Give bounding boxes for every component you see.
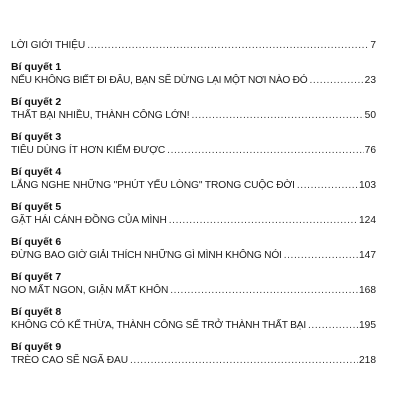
dot-leader xyxy=(130,353,358,369)
toc-title: ĐỪNG BAO GIỜ GIẢI THÍCH NHỮNG GÌ MÌNH KHÔNG NÓI xyxy=(11,250,282,261)
toc-line xyxy=(11,318,376,334)
dot-leader xyxy=(191,108,363,124)
toc-heading: Bí quyết 3 xyxy=(11,131,62,143)
toc-page-number: 168 xyxy=(359,285,376,296)
toc-entry-1 xyxy=(11,61,376,89)
toc-heading: Bí quyết 5 xyxy=(11,201,62,213)
toc-page-number: 103 xyxy=(359,180,376,191)
toc-heading: Bí quyết 1 xyxy=(11,61,62,73)
toc-line xyxy=(11,178,376,194)
dot-leader xyxy=(297,178,358,194)
dot-leader xyxy=(284,248,358,264)
dot-leader xyxy=(170,283,358,299)
toc-title: THẤT BẠI NHIỀU, THÀNH CÔNG LỚN! xyxy=(11,110,190,121)
toc-title: LẮNG NGHE NHỮNG "PHÚT YẾU LÒNG" TRONG CUỘC ĐỜI xyxy=(11,180,295,191)
toc-heading: Bí quyết 9 xyxy=(11,341,62,353)
toc-line xyxy=(11,283,376,299)
toc-entry-6 xyxy=(11,236,376,264)
toc-entry-9 xyxy=(11,341,376,369)
toc-title: GẶT HÁI CÁNH ĐỒNG CỦA MÌNH xyxy=(11,215,167,226)
toc-title: TIÊU DÙNG ÍT HƠN KIẾM ĐƯỢC xyxy=(11,145,166,156)
toc-title: NẾU KHÔNG BIẾT ĐI ĐÂU, BẠN SẼ DỪNG LẠI MỘT NƠI NÀO ĐÓ xyxy=(11,75,308,86)
toc-line xyxy=(11,108,376,124)
toc-page-number: 195 xyxy=(359,320,376,331)
dot-leader xyxy=(308,318,358,334)
toc-entry-4 xyxy=(11,166,376,194)
toc-line xyxy=(11,353,376,369)
toc-title: KHÔNG CÓ KẾ THỪA, THÀNH CÔNG SẼ TRỞ THÀNH THẤT BẠI xyxy=(11,320,306,331)
toc-line xyxy=(11,143,376,159)
toc-page-number: 218 xyxy=(359,355,376,366)
toc-entry-5 xyxy=(11,201,376,229)
toc-entry-intro xyxy=(11,38,376,54)
toc-line xyxy=(11,73,376,89)
toc-heading: Bí quyết 7 xyxy=(11,271,62,283)
dot-leader xyxy=(87,38,369,54)
toc-entry-7 xyxy=(11,271,376,299)
toc-line xyxy=(11,248,376,264)
toc-title: NO MẤT NGON, GIẬN MẤT KHÔN xyxy=(11,285,169,296)
toc-heading: Bí quyết 6 xyxy=(11,236,62,248)
toc-title: TRÈO CAO SẼ NGÃ ĐAU xyxy=(11,355,128,366)
dot-leader xyxy=(169,213,358,229)
toc-heading: Bí quyết 2 xyxy=(11,96,62,108)
toc-page-number: 23 xyxy=(364,75,376,86)
dot-leader xyxy=(167,143,364,159)
toc-title: LỜI GIỚI THIỆU xyxy=(11,40,86,51)
toc-page-number: 50 xyxy=(364,110,376,121)
toc-page-number: 76 xyxy=(364,145,376,156)
toc-line xyxy=(11,213,376,229)
toc-entry-3 xyxy=(11,131,376,159)
table-of-contents xyxy=(11,38,376,369)
toc-heading: Bí quyết 8 xyxy=(11,306,62,318)
toc-page-number: 7 xyxy=(370,40,376,51)
toc-entry-8 xyxy=(11,306,376,334)
toc-entry-2 xyxy=(11,96,376,124)
dot-leader xyxy=(309,73,363,89)
toc-heading: Bí quyết 4 xyxy=(11,166,62,178)
toc-page-number: 124 xyxy=(359,215,376,226)
toc-line xyxy=(11,38,376,54)
toc-page-number: 147 xyxy=(359,250,376,261)
